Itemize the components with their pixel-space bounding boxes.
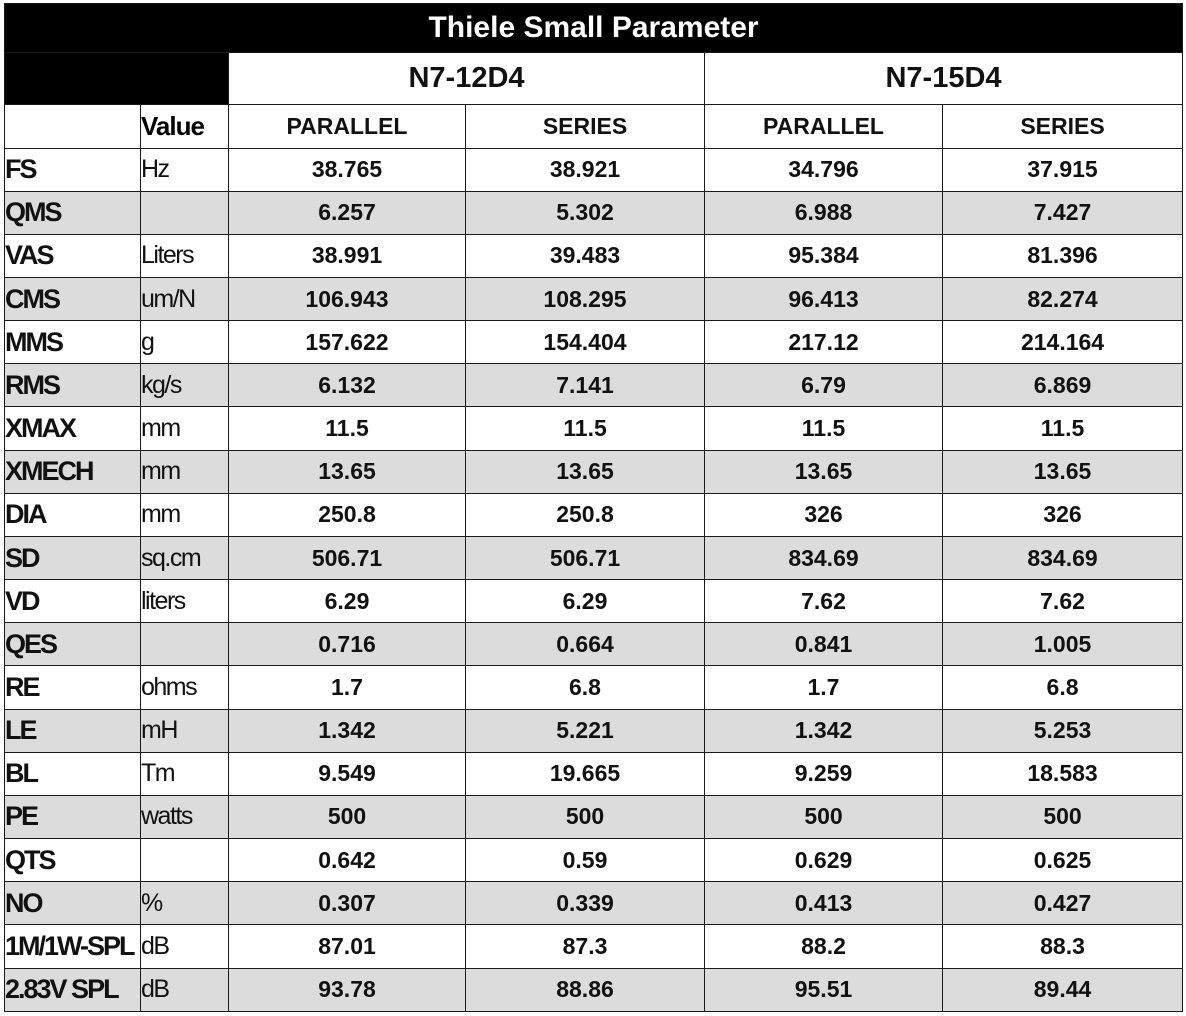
param-unit: sq.cm — [141, 536, 229, 579]
table-row — [5, 191, 1183, 234]
value-15-series: 81.396 — [943, 234, 1183, 277]
param-name: 2.83V SPL — [5, 968, 141, 1011]
table-row — [5, 364, 1183, 407]
mode-header-12-parallel: PARALLEL — [229, 105, 466, 148]
value-15-parallel: 6.988 — [705, 191, 943, 234]
value-12-series: 0.59 — [466, 839, 705, 882]
value-15-series: 37.915 — [943, 148, 1183, 191]
thiele-small-table — [4, 3, 1183, 1012]
model-n7-12d4: N7-12D4 — [229, 53, 705, 105]
value-15-parallel: 95.384 — [705, 234, 943, 277]
value-15-series: 6.8 — [943, 666, 1183, 709]
value-12-parallel: 500 — [229, 795, 466, 838]
model-row — [5, 53, 1183, 105]
value-12-series: 6.29 — [466, 580, 705, 623]
table-row — [5, 493, 1183, 536]
param-unit: mm — [141, 493, 229, 536]
value-12-parallel: 11.5 — [229, 407, 466, 450]
value-15-series: 11.5 — [943, 407, 1183, 450]
value-15-series: 6.869 — [943, 364, 1183, 407]
param-name: DIA — [5, 493, 141, 536]
param-name: VAS — [5, 234, 141, 277]
table-row — [5, 666, 1183, 709]
param-name: RMS — [5, 364, 141, 407]
value-12-series: 11.5 — [466, 407, 705, 450]
value-15-parallel: 1.342 — [705, 709, 943, 752]
table-row — [5, 752, 1183, 795]
value-15-parallel: 834.69 — [705, 536, 943, 579]
value-15-parallel: 0.629 — [705, 839, 943, 882]
value-12-parallel: 6.132 — [229, 364, 466, 407]
value-12-parallel: 106.943 — [229, 278, 466, 321]
column-header-row — [5, 105, 1183, 148]
value-15-series: 82.274 — [943, 278, 1183, 321]
value-15-series: 214.164 — [943, 321, 1183, 364]
table-row — [5, 278, 1183, 321]
param-name: SD — [5, 536, 141, 579]
value-12-parallel: 1.7 — [229, 666, 466, 709]
value-12-series: 5.221 — [466, 709, 705, 752]
value-12-series: 250.8 — [466, 493, 705, 536]
param-unit: liters — [141, 580, 229, 623]
param-unit: mH — [141, 709, 229, 752]
value-15-series: 13.65 — [943, 450, 1183, 493]
value-12-parallel: 250.8 — [229, 493, 466, 536]
value-12-parallel: 506.71 — [229, 536, 466, 579]
table-title: Thiele Small Parameter — [5, 4, 1183, 53]
model-n7-15d4: N7-15D4 — [705, 53, 1183, 105]
param-name: QMS — [5, 191, 141, 234]
value-15-series: 18.583 — [943, 752, 1183, 795]
value-12-parallel: 1.342 — [229, 709, 466, 752]
param-unit: Tm — [141, 752, 229, 795]
value-12-series: 39.483 — [466, 234, 705, 277]
param-unit: mm — [141, 407, 229, 450]
value-15-series: 0.625 — [943, 839, 1183, 882]
header-black-corner — [5, 53, 229, 105]
value-12-parallel: 38.991 — [229, 234, 466, 277]
value-15-parallel: 7.62 — [705, 580, 943, 623]
param-unit: Hz — [141, 148, 229, 191]
value-12-parallel: 0.716 — [229, 623, 466, 666]
value-15-series: 834.69 — [943, 536, 1183, 579]
value-15-parallel: 0.413 — [705, 882, 943, 925]
param-unit: watts — [141, 795, 229, 838]
param-unit: Liters — [141, 234, 229, 277]
value-15-parallel: 96.413 — [705, 278, 943, 321]
value-15-parallel: 1.7 — [705, 666, 943, 709]
value-12-series: 87.3 — [466, 925, 705, 968]
table-row — [5, 234, 1183, 277]
table-row — [5, 536, 1183, 579]
value-15-parallel: 9.259 — [705, 752, 943, 795]
param-name: QES — [5, 623, 141, 666]
param-name: XMAX — [5, 407, 141, 450]
param-unit: um/N — [141, 278, 229, 321]
value-15-series: 88.3 — [943, 925, 1183, 968]
param-name: NO — [5, 882, 141, 925]
mode-header-12-series: SERIES — [466, 105, 705, 148]
value-15-parallel: 34.796 — [705, 148, 943, 191]
value-12-series: 154.404 — [466, 321, 705, 364]
param-unit: % — [141, 882, 229, 925]
value-12-series: 5.302 — [466, 191, 705, 234]
value-15-parallel: 88.2 — [705, 925, 943, 968]
value-12-series: 38.921 — [466, 148, 705, 191]
table-row — [5, 407, 1183, 450]
value-12-series: 88.86 — [466, 968, 705, 1011]
table-row — [5, 709, 1183, 752]
param-name: XMECH — [5, 450, 141, 493]
value-12-series: 0.339 — [466, 882, 705, 925]
param-name: CMS — [5, 278, 141, 321]
param-name: LE — [5, 709, 141, 752]
value-15-parallel: 500 — [705, 795, 943, 838]
table-row — [5, 882, 1183, 925]
value-12-parallel: 157.622 — [229, 321, 466, 364]
param-header — [5, 105, 141, 148]
value-15-parallel: 95.51 — [705, 968, 943, 1011]
table-row — [5, 580, 1183, 623]
value-15-parallel: 0.841 — [705, 623, 943, 666]
param-name: QTS — [5, 839, 141, 882]
param-name: FS — [5, 148, 141, 191]
value-12-series: 108.295 — [466, 278, 705, 321]
value-12-series: 506.71 — [466, 536, 705, 579]
param-name: PE — [5, 795, 141, 838]
value-12-parallel: 0.307 — [229, 882, 466, 925]
value-15-series: 89.44 — [943, 968, 1183, 1011]
param-name: MMS — [5, 321, 141, 364]
value-15-series: 5.253 — [943, 709, 1183, 752]
value-header: Value — [141, 105, 229, 148]
param-unit — [141, 623, 229, 666]
param-unit — [141, 191, 229, 234]
value-15-series: 7.427 — [943, 191, 1183, 234]
value-15-series: 0.427 — [943, 882, 1183, 925]
value-12-parallel: 6.29 — [229, 580, 466, 623]
value-12-series: 13.65 — [466, 450, 705, 493]
value-12-series: 7.141 — [466, 364, 705, 407]
param-name: 1M/1W-SPL — [5, 925, 141, 968]
table-row — [5, 795, 1183, 838]
value-15-parallel: 217.12 — [705, 321, 943, 364]
param-name: RE — [5, 666, 141, 709]
param-unit: dB — [141, 968, 229, 1011]
value-12-series: 6.8 — [466, 666, 705, 709]
table-row — [5, 148, 1183, 191]
value-12-parallel: 9.549 — [229, 752, 466, 795]
value-12-parallel: 38.765 — [229, 148, 466, 191]
value-12-series: 500 — [466, 795, 705, 838]
table-row — [5, 839, 1183, 882]
value-15-parallel: 6.79 — [705, 364, 943, 407]
value-12-series: 19.665 — [466, 752, 705, 795]
value-15-parallel: 13.65 — [705, 450, 943, 493]
param-unit: g — [141, 321, 229, 364]
value-12-parallel: 0.642 — [229, 839, 466, 882]
title-row — [5, 4, 1183, 53]
table-row — [5, 321, 1183, 364]
value-15-series: 7.62 — [943, 580, 1183, 623]
value-12-parallel: 87.01 — [229, 925, 466, 968]
table-row — [5, 925, 1183, 968]
value-15-series: 500 — [943, 795, 1183, 838]
value-12-series: 0.664 — [466, 623, 705, 666]
value-12-parallel: 6.257 — [229, 191, 466, 234]
param-unit: dB — [141, 925, 229, 968]
param-unit: mm — [141, 450, 229, 493]
param-unit — [141, 839, 229, 882]
table-row — [5, 968, 1183, 1011]
table-row — [5, 450, 1183, 493]
value-15-parallel: 326 — [705, 493, 943, 536]
table-row — [5, 623, 1183, 666]
value-15-parallel: 11.5 — [705, 407, 943, 450]
value-12-parallel: 13.65 — [229, 450, 466, 493]
param-name: VD — [5, 580, 141, 623]
mode-header-15-series: SERIES — [943, 105, 1183, 148]
value-15-series: 1.005 — [943, 623, 1183, 666]
value-12-parallel: 93.78 — [229, 968, 466, 1011]
mode-header-15-parallel: PARALLEL — [705, 105, 943, 148]
value-15-series: 326 — [943, 493, 1183, 536]
param-unit: kg/s — [141, 364, 229, 407]
param-unit: ohms — [141, 666, 229, 709]
param-name: BL — [5, 752, 141, 795]
